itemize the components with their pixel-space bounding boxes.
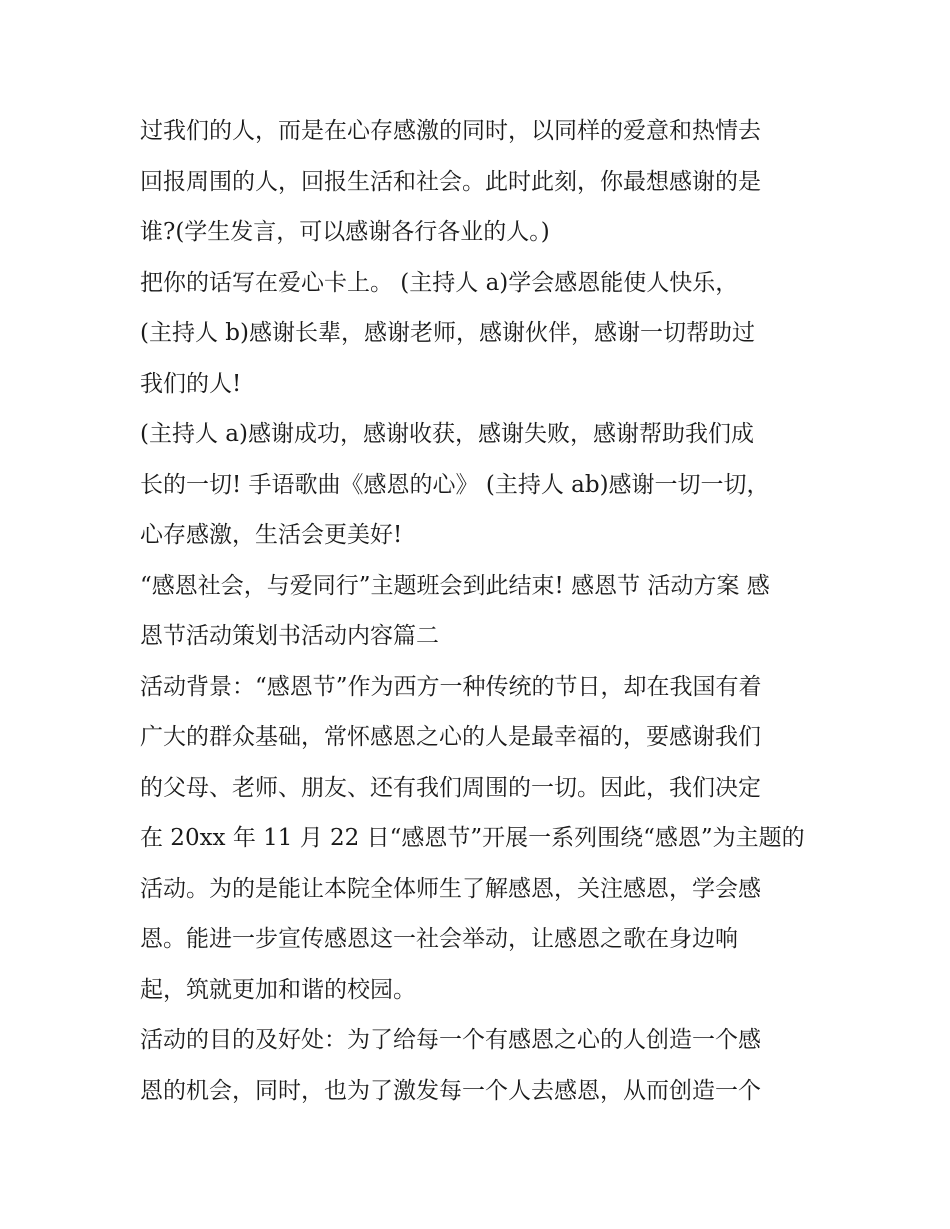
text-line: 活动。为的是能让本院全体师生了解感恩，关注感恩，学会感 [140, 875, 761, 902]
text-line: 把你的话写在爱心卡上。 (主持人 a)学会感恩能使人快乐， [140, 269, 739, 296]
text-line: 恩的机会，同时，也为了激发每一个人去感恩，从而创造一个 [140, 1077, 761, 1104]
text-line: 回报周围的人，回报生活和社会。此时此刻，你最想感谢的是 [140, 168, 761, 195]
text-line: 起，筑就更加和谐的校园。 [140, 976, 416, 1003]
text-line: “感恩社会，与爱同行”主题班会到此结束! 感恩节 活动方案 感 [140, 572, 770, 599]
text-line: 长的一切! 手语歌曲《感恩的心》 (主持人 ab)感谢一切一切， [140, 471, 770, 498]
text-line: 广大的群众基础，常怀感恩之心的人是最幸福的，要感谢我们 [140, 724, 761, 750]
text-line: 活动的目的及好处：为了给每一个有感恩之心的人创造一个感 [140, 1027, 761, 1053]
text-line: 活动背景：“感恩节”作为西方一种传统的节日，却在我国有着 [140, 673, 762, 700]
text-line: 心存感激，生活会更美好! [140, 522, 403, 548]
text-line: 在 20xx 年 11 月 22 日“感恩节”开展一系列围绕“感恩”为主题的 [140, 825, 805, 851]
text-line: 恩节活动策划书活动内容篇二 [140, 623, 439, 649]
text-line: 恩。能进一步宣传感恩这一社会举动，让感恩之歌在身边响 [140, 926, 738, 952]
text-line: (主持人 a)感谢成功，感谢收获，感谢失败，感谢帮助我们成 [140, 421, 754, 447]
text-line: 我们的人! [140, 370, 242, 397]
document-body [140, 106, 812, 1116]
text-line: 过我们的人，而是在心存感激的同时，以同样的爱意和热情去 [140, 118, 761, 144]
text-line: 谁?(学生发言，可以感谢各行各业的人。) [140, 219, 550, 245]
text-line: 的父母、老师、朋友、还有我们周围的一切。因此，我们决定 [140, 774, 761, 801]
text-line: (主持人 b)感谢长辈，感谢老师，感谢伙伴，感谢一切帮助过 [140, 320, 755, 346]
